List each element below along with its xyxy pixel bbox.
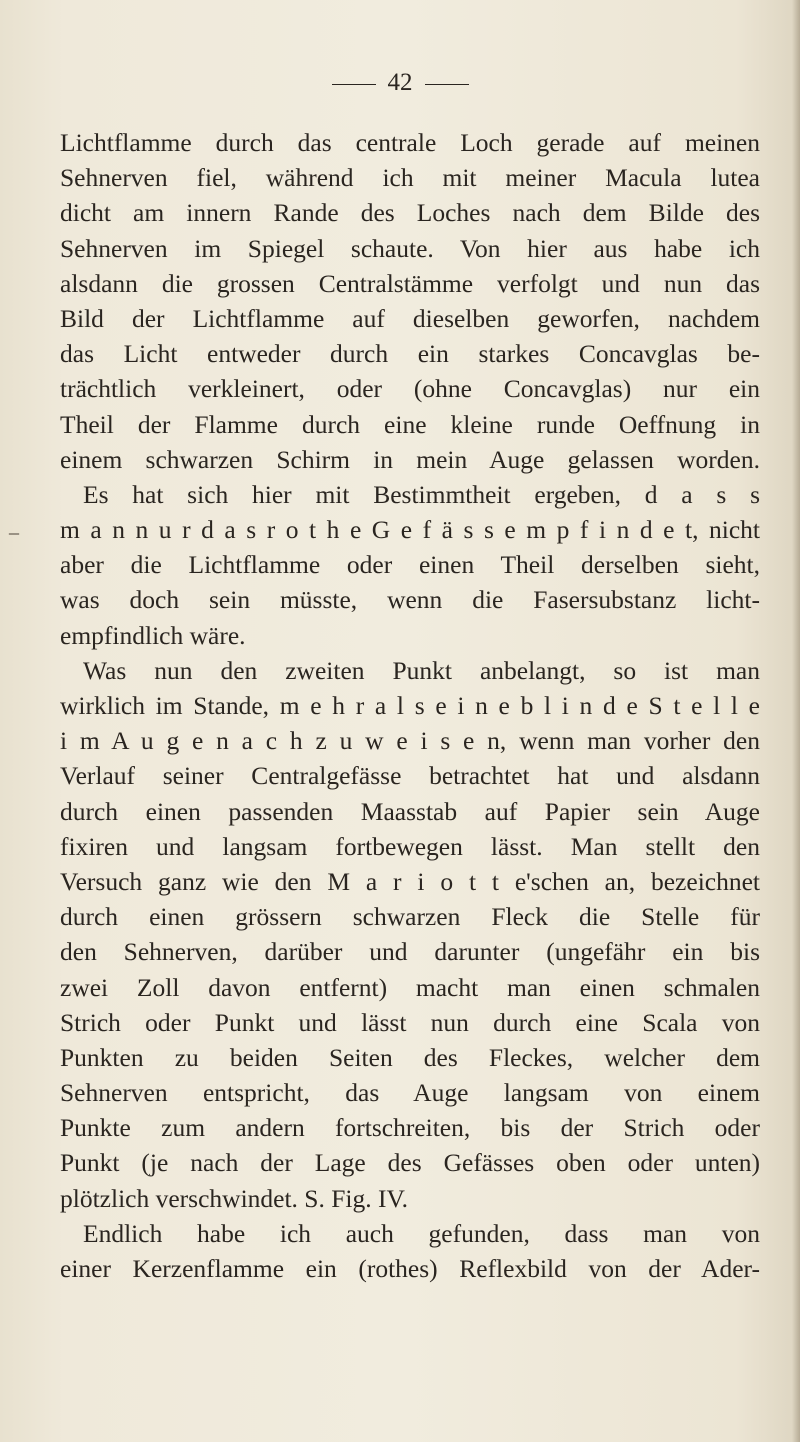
text-line: Lichtflamme durch das centrale Loch gerade auf meinen [60,128,760,157]
text-line: Versuch ganz wie den M a r i o t t e'schen an, bezeichnet [60,866,760,896]
text-line: den Sehnerven, darüber und darunter (ungefähr ein bis [60,937,760,967]
text-line: Was nun den zweiten Punkt anbelangt, so ist man [83,655,760,685]
text-line: wirklich im Stande, m e h r a l s e i n e b l i n d e S t e l l e [60,691,760,720]
header-dash-right [425,84,469,86]
text-line: einem schwarzen Schirm in mein Auge gelassen worden. [60,444,760,474]
text-line: aber die Lichtflamme oder einen Theil derselben sieht, [60,550,760,580]
text-line: Endlich habe ich auch gefunden, dass man von [83,1218,760,1248]
text-line: Theil der Flamme durch eine kleine runde Oeffnung in [60,409,760,439]
text-line: empfindlich wäre. [60,620,246,650]
text-line: Punkt (je nach der Lage des Gefässes oben oder unten) [60,1148,760,1178]
text-line: das Licht entweder durch ein starkes Concavglas be- [60,339,760,369]
text-line: trächtlich verkleinert, oder (ohne Concavglas) nur ein [60,374,760,404]
text-line: durch einen passenden Maasstab auf Papier sein Auge [60,796,760,826]
text-line: plötzlich verschwindet. S. Fig. IV. [60,1183,408,1213]
text-line: durch einen grössern schwarzen Fleck die Stelle für [60,902,760,932]
page-number: 42 [387,69,413,96]
text-line: Strich oder Punkt und lässt nun durch eine Scala von [60,1007,760,1037]
text-line: Bild der Lichtflamme auf dieselben geworfen, nachdem [60,303,760,333]
text-line: fixiren und langsam fortbewegen lässt. Man stellt den [60,831,760,861]
text-line: einer Kerzenflamme ein (rothes) Reflexbild von der Ader- [60,1254,760,1283]
page-edge-shadow [792,0,800,1442]
text-line: dicht am innern Rande des Loches nach dem Bilde des [60,198,760,228]
text-line: i m A u g e n a c h z u w e i s e n, wenn man vorher den [60,726,760,756]
page-header [300,68,500,98]
text-line: zwei Zoll davon entfernt) macht man einen schmalen [60,972,760,1002]
text-line: Es hat sich hier mit Bestimmtheit ergeben, d a s s [83,479,760,509]
text-line: m a n n u r d a s r o t h e G e f ä s s e m p f i n d e t, nicht [60,515,760,545]
text-line: alsdann die grossen Centralstämme verfolgt und nun das [60,268,760,298]
margin-mark: _ [9,515,19,537]
header-dash-left [332,84,376,86]
text-line: Sehnerven im Spiegel schaute. Von hier aus habe ich [60,233,760,263]
text-line: was doch sein müsste, wenn die Fasersubstanz licht- [60,585,760,615]
text-line: Sehnerven entspricht, das Auge langsam von einem [60,1078,760,1108]
text-line: Sehnerven fiel, während ich mit meiner Macula lutea [60,163,760,193]
text-line: Verlauf seiner Centralgefässe betrachtet hat und alsdann [60,761,760,791]
body-text [60,125,760,1286]
text-line: Punkte zum andern fortschreiten, bis der Strich oder [60,1113,760,1143]
text-line: Punkten zu beiden Seiten des Fleckes, welcher dem [60,1042,760,1072]
